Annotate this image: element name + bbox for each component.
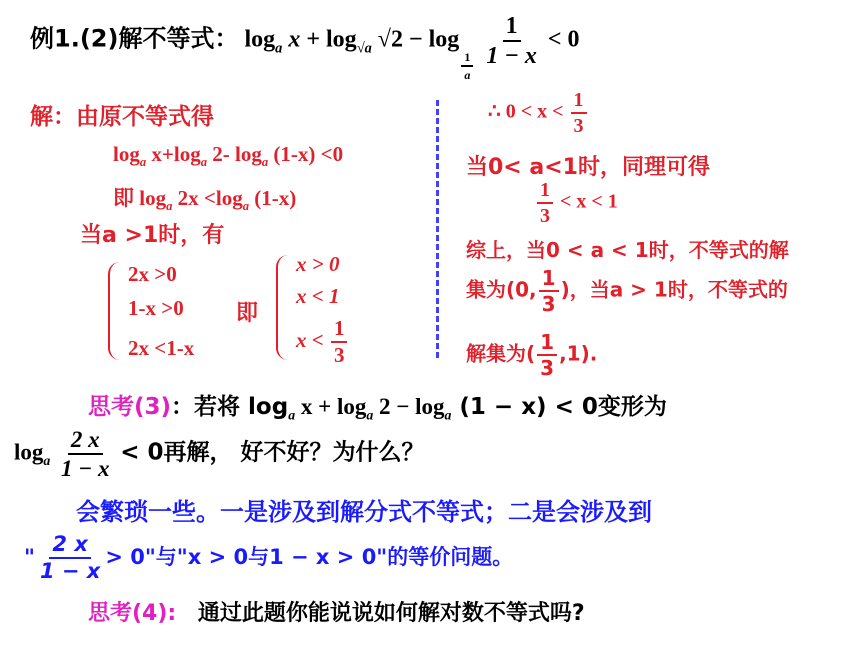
sys2-num: 1	[331, 318, 348, 343]
system1-row2: 1-x >0	[128, 296, 184, 320]
system2-row2: x < 1	[296, 284, 340, 308]
title-log2: log	[326, 26, 357, 53]
sum3-den: 3	[540, 356, 555, 380]
answer-frac	[37, 534, 103, 582]
answer-line2	[24, 534, 513, 582]
summary-line2	[466, 268, 788, 314]
think3-text: ：若将 log	[171, 394, 289, 420]
sum2-pre: 集为(0,	[466, 277, 537, 302]
t3-s1: a	[288, 407, 296, 423]
title-tail: < 0	[547, 26, 580, 53]
t3l2-sub: a	[43, 452, 51, 468]
therefore-den: 3	[573, 115, 584, 137]
t3-s3: a	[444, 407, 452, 423]
l1-d: (1-x) <0	[268, 142, 344, 166]
sum3-pre: 解集为(	[466, 341, 536, 366]
ans-quote: "	[24, 545, 35, 569]
solution-line1	[113, 142, 343, 170]
title-minus: −	[408, 26, 423, 53]
title-base3-num: 1	[461, 51, 473, 67]
case-a-gt-1: 当a >1时，有	[80, 223, 225, 248]
summary-line3	[466, 332, 597, 378]
sys2-frac	[331, 318, 348, 366]
t3-den: 1 − x	[61, 456, 110, 481]
case2-result	[535, 180, 618, 226]
therefore-text: ∴ 0 < x <	[488, 100, 564, 123]
title-line	[30, 14, 580, 81]
sum3-num: 1	[537, 332, 557, 356]
think3-label: 思考(3)	[88, 394, 172, 420]
sum2-den: 3	[541, 292, 556, 316]
ans-den: 1 − x	[39, 559, 101, 583]
title-base1: a	[275, 40, 283, 57]
title-sqrt2: √2	[377, 26, 403, 53]
system2-row3	[296, 318, 349, 366]
l2-c: (1-x)	[249, 186, 297, 210]
therefore-line	[488, 90, 589, 136]
l1-b: x+log	[146, 142, 201, 166]
system1-row3: 2x <1-x	[128, 336, 195, 360]
think3-line2	[14, 428, 425, 480]
title-plus: +	[306, 26, 321, 53]
title-frac-num: 1	[503, 14, 521, 42]
l1-sb: a	[200, 155, 207, 170]
think4-text: 通过此题你能说说如何解对数不等式吗?	[197, 601, 585, 626]
t3-b: 2 − log	[373, 394, 445, 419]
ans-num: 2 x	[49, 534, 90, 559]
case2-num: 1	[537, 180, 553, 204]
t3l2-tail: < 0再解， 好不好？为什么？	[120, 439, 425, 466]
title-log3: log	[428, 26, 460, 53]
t3-s2: a	[366, 407, 374, 423]
solution-intro: 解：由原不等式得	[30, 104, 214, 130]
t3-num: 2 x	[68, 428, 103, 455]
l2-sb: a	[242, 199, 249, 214]
title-base2: √a	[356, 40, 372, 57]
therefore-num: 1	[571, 90, 587, 114]
title-base3-den: a	[464, 67, 471, 82]
think4-line	[88, 596, 585, 627]
think3-line1	[88, 388, 667, 424]
think4-label: 思考(4):	[88, 601, 177, 626]
l1-a: log	[113, 142, 140, 166]
title-var: x	[288, 26, 301, 53]
system2-brace	[276, 255, 288, 360]
case2-frac	[537, 180, 553, 226]
l2-sa: a	[166, 199, 173, 214]
summary-line1: 综上，当0 < a < 1时，不等式的解	[466, 238, 789, 262]
system2-row1: x > 0	[296, 252, 340, 276]
t3-a: x + log	[295, 394, 367, 419]
sys2-den: 3	[333, 343, 345, 367]
ji-label: 即	[236, 301, 259, 326]
therefore-frac	[571, 90, 587, 136]
title-frac-den: 1 − x	[486, 43, 537, 69]
l1-sc: a	[261, 155, 269, 170]
l1-c: 2- log	[207, 142, 262, 166]
system1-row1: 2x >0	[128, 262, 177, 286]
sum2-num: 1	[539, 268, 559, 292]
sys2-r3-text: x <	[296, 327, 324, 352]
title-fraction	[483, 14, 540, 68]
l2-a: 即 log	[113, 186, 167, 210]
title-label: 例1.(2)解不等式：	[30, 24, 239, 53]
sum3-post: ,1).	[559, 341, 598, 366]
t3l2-log: log	[14, 439, 44, 465]
think3-frac	[58, 428, 112, 480]
solution-line2	[113, 182, 296, 214]
sum2-post: )，当a > 1时，不等式的	[560, 277, 788, 302]
title-base3	[461, 51, 473, 81]
sum3-frac	[537, 332, 557, 378]
l2-b: 2x <log	[172, 186, 243, 210]
column-divider	[436, 100, 439, 358]
sum2-frac	[539, 268, 559, 314]
case2-den: 3	[540, 205, 550, 227]
title-log1: log	[244, 26, 276, 53]
l1-sa: a	[139, 155, 147, 170]
t3-c: (1 − x) < 0变形为	[451, 394, 667, 420]
ans-tail: > 0"与"x > 0与1 − x > 0"的等价问题。	[105, 545, 514, 569]
case-0-a-1: 当0< a<1时，同理可得	[466, 155, 710, 180]
answer-line1: 会繁琐一些。一是涉及到解分式不等式；二是会涉及到	[76, 498, 652, 526]
system1-brace	[108, 262, 120, 360]
case2-tail: < x < 1	[560, 190, 618, 213]
